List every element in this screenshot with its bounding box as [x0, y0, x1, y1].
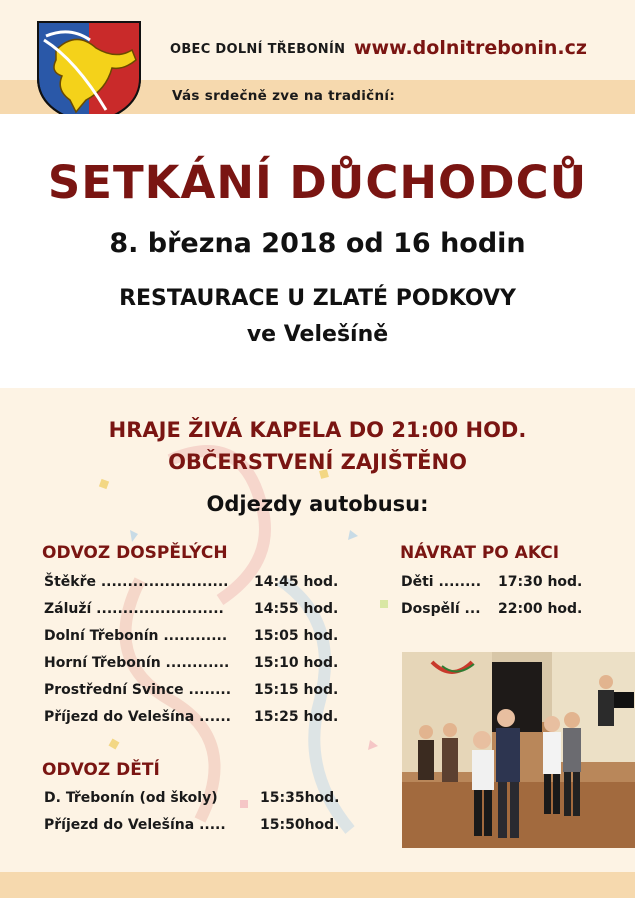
coat-of-arms-logo	[36, 20, 142, 126]
website-link[interactable]: www.dolnitrebonin.cz	[354, 37, 587, 59]
event-title: SETKÁNÍ DŮCHODCŮ	[47, 156, 588, 209]
bus-departures-heading: Odjezdy autobusu:	[206, 492, 429, 516]
table-row: Dospělí ... 22:00 hod.	[401, 601, 583, 617]
venue-town: ve Velešíně	[246, 322, 389, 347]
table-row: Dolní Třebonín ............ 15:05 hod.	[44, 628, 339, 644]
dancing-photo	[402, 652, 635, 848]
table-row: D. Třebonín (od školy) 15:35hod.	[44, 790, 340, 806]
table-row: Příjezd do Velešína ...... 15:25 hod.	[44, 709, 339, 725]
adults-heading: ODVOZ DOSPĚLÝCH	[42, 543, 228, 563]
table-row: Horní Třebonín ............ 15:10 hod.	[44, 655, 339, 671]
refreshment-info: OBČERSTVENÍ ZAJIŠTĚNO	[168, 450, 467, 474]
table-row: Děti ........ 17:30 hod.	[401, 574, 583, 590]
table-row: Štěkře ........................ 14:45 hod.	[44, 574, 339, 590]
table-row: Záluží ........................ 14:55 hod.	[44, 601, 339, 617]
footer-stripe	[0, 872, 635, 898]
children-heading: ODVOZ DĚTÍ	[42, 760, 160, 780]
municipality-name: OBEC DOLNÍ TŘEBONÍN	[170, 42, 346, 57]
invitation-text: Vás srdečně zve na tradiční:	[172, 88, 396, 104]
table-row: Příjezd do Velešína ..... 15:50hod.	[44, 817, 340, 833]
venue-name: RESTAURACE U ZLATÉ PODKOVY	[119, 286, 516, 311]
table-row: Prostřední Svince ........ 15:15 hod.	[44, 682, 339, 698]
return-heading: NÁVRAT PO AKCI	[400, 543, 560, 563]
event-date: 8. března 2018 od 16 hodin	[109, 228, 526, 259]
band-info: HRAJE ŽIVÁ KAPELA DO 21:00 HOD.	[108, 418, 527, 442]
